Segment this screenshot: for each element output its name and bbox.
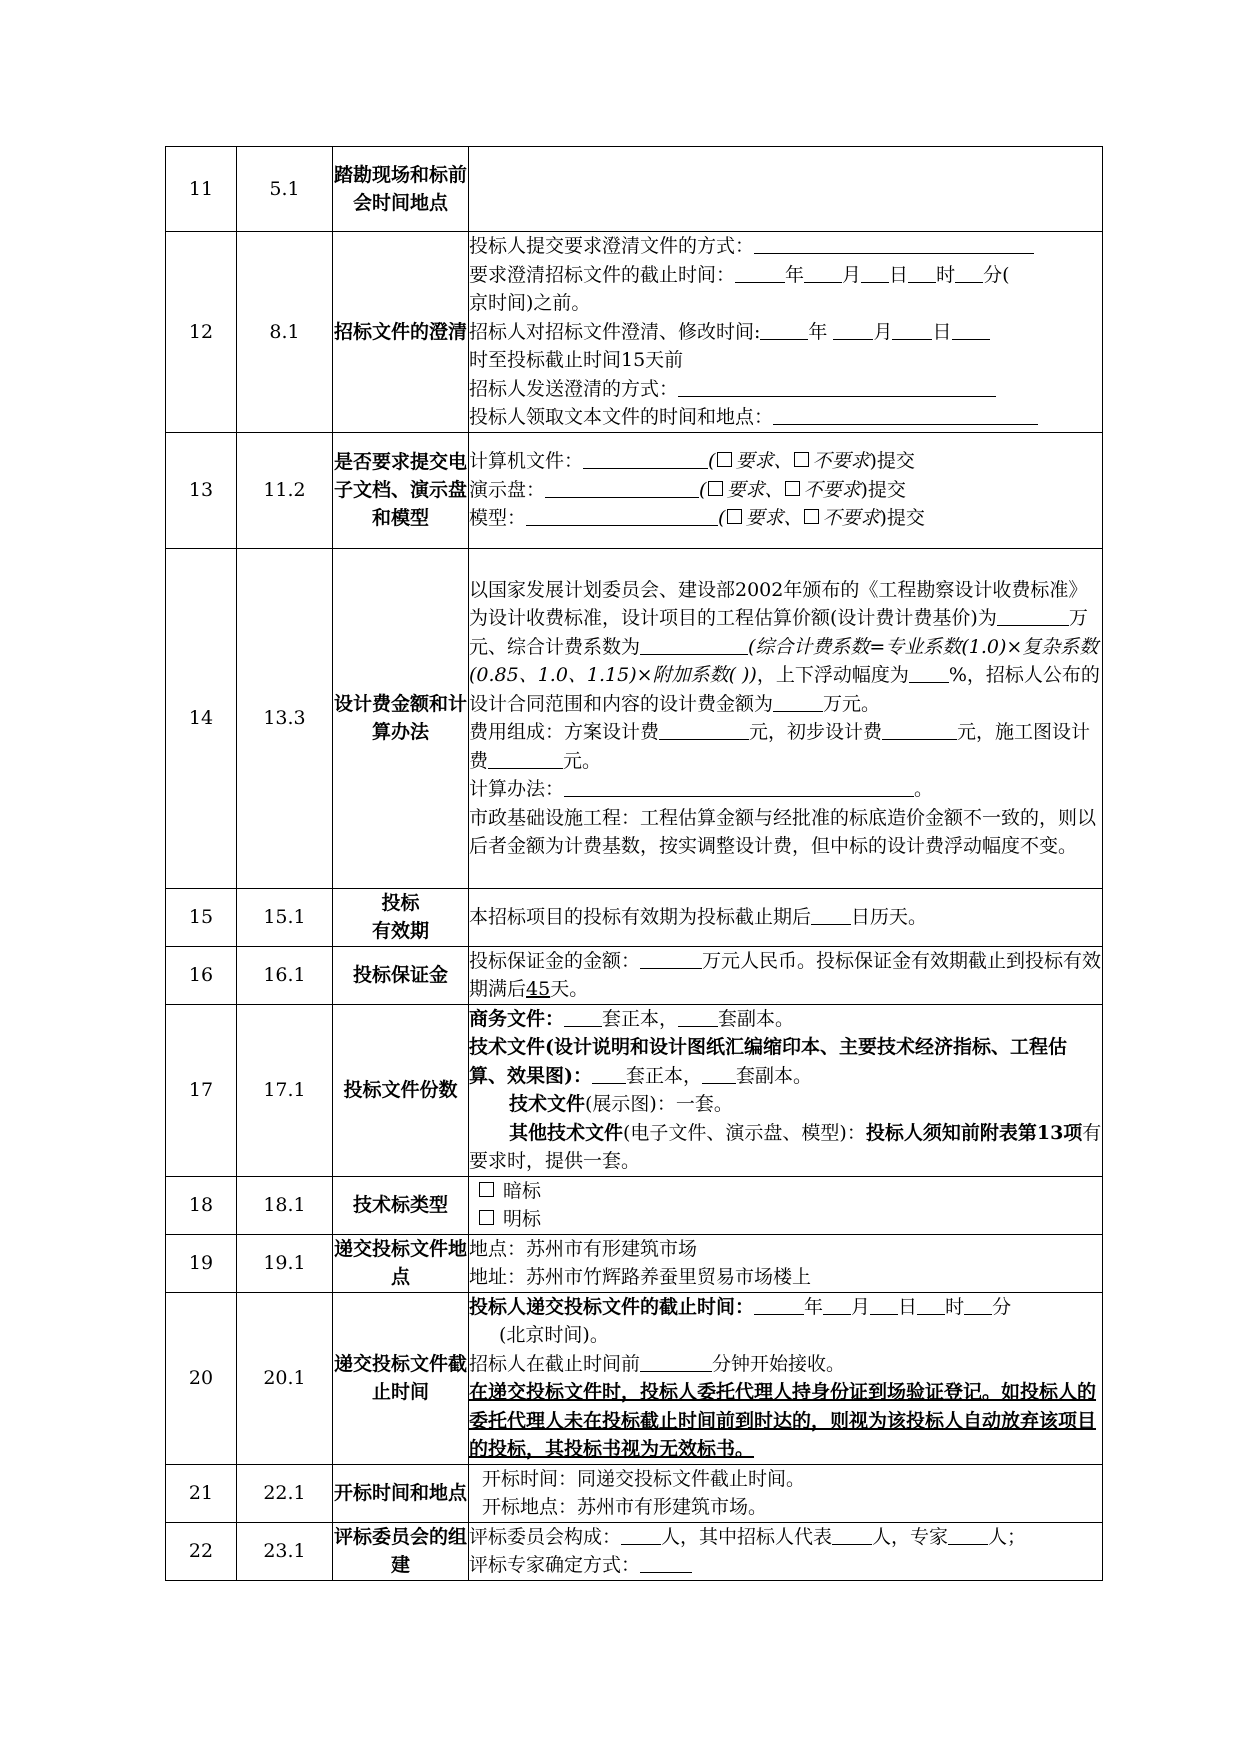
- text: 日: [898, 1295, 918, 1318]
- item-title: 递交投标文件截止时间: [333, 1292, 469, 1464]
- item-content: [469, 432, 1103, 548]
- text: (电子文件、演示盘、模型)：: [623, 1121, 866, 1144]
- text: 招标人对招标文件澄清、修改时间:: [469, 320, 761, 343]
- row-number: 19: [166, 1234, 237, 1292]
- row-number: 17: [166, 1004, 237, 1176]
- clause-number: 15.1: [237, 888, 333, 946]
- checkbox[interactable]: [727, 509, 742, 524]
- text: (: [718, 507, 726, 530]
- text: (设计说明和设计图纸汇编缩印本、主要技术经济指标、: [545, 1036, 1011, 1058]
- text: 开标地点：苏州市有形建筑市场。: [482, 1496, 768, 1518]
- clause-number: 8.1: [237, 232, 333, 433]
- text: 明标: [503, 1208, 542, 1230]
- checkbox-dark-bid[interactable]: [479, 1182, 494, 1197]
- text: )提交: [869, 450, 915, 473]
- clause-number: 19.1: [237, 1234, 333, 1292]
- clause-number: 18.1: [237, 1176, 333, 1234]
- text: 要求: [735, 450, 774, 473]
- text: 投标人提交要求澄清文件的方式：: [469, 235, 755, 257]
- text: 分(: [983, 263, 1010, 286]
- row-number: 16: [166, 946, 237, 1004]
- table-row: [166, 1176, 1103, 1234]
- text: 元，施工图设计费: [469, 721, 1091, 772]
- text: 月: [851, 1295, 871, 1318]
- text: 元。: [563, 749, 602, 772]
- item-content: [469, 888, 1103, 946]
- table-row: [166, 432, 1103, 548]
- text: 年: [785, 263, 805, 286]
- item-title: 开标时间和地点: [333, 1464, 469, 1522]
- checkbox[interactable]: [794, 452, 809, 467]
- item-content: [469, 1292, 1103, 1464]
- item-title: 递交投标文件地点: [333, 1234, 469, 1292]
- row-number: 12: [166, 232, 237, 433]
- text: 开标时间：同递交投标文件截止时间。: [482, 1467, 806, 1490]
- row-number: 15: [166, 888, 237, 946]
- text: 、: [783, 507, 803, 530]
- item-title: 招标文件的澄清: [333, 232, 469, 433]
- text: 投标保证金的金额：: [469, 949, 641, 972]
- text: 地点：苏州市有形建筑市场: [469, 1237, 698, 1260]
- text: 本招标项目的投标有效期为投标截止期后: [469, 905, 812, 928]
- text: 万元。: [823, 692, 881, 715]
- item-content: [469, 1522, 1103, 1580]
- row-number: 13: [166, 432, 237, 548]
- text: 套副本。: [736, 1064, 813, 1087]
- text: 、: [773, 450, 793, 473]
- text: 月: [873, 320, 893, 343]
- text: 要求: [745, 507, 784, 530]
- clause-number: 5.1: [237, 147, 333, 232]
- table-row: [166, 1234, 1103, 1292]
- text: 年: [808, 320, 828, 343]
- clause-number: 20.1: [237, 1292, 333, 1464]
- text: 京时间)之前。: [469, 292, 591, 314]
- text: 以国家发展计划委员会、建设部2002年颁布的《工程勘察设计收费标准》为设计收费标准，设计项目的工程估算价额(设计费计费基价)为: [469, 578, 1088, 629]
- text: 演示盘：: [469, 478, 546, 501]
- table-row: [166, 888, 1103, 946]
- text: 日历天。: [851, 905, 928, 928]
- text: 不要求: [822, 507, 880, 530]
- text: 技术文件: [509, 1093, 586, 1115]
- text: 其他技术文件: [509, 1121, 624, 1144]
- text: 费用组成：方案设计费: [469, 721, 660, 743]
- checkbox[interactable]: [708, 481, 723, 496]
- table-row: [166, 1292, 1103, 1464]
- text: 套正本，: [602, 1007, 679, 1030]
- text: (综合计费系数=专业系数(1.0)×复杂系数(0.85、1.0、1.15)×附加系数( )): [469, 635, 1099, 686]
- item-title: [333, 888, 469, 946]
- text: 时: [945, 1295, 965, 1318]
- text: 。: [914, 778, 934, 800]
- clause-number: 23.1: [237, 1522, 333, 1580]
- table-row: [166, 946, 1103, 1004]
- text: (: [699, 478, 707, 501]
- text: 计算机文件：: [469, 450, 584, 473]
- text: 投标人递交投标文件的截止时间：: [469, 1295, 755, 1318]
- checkbox[interactable]: [717, 452, 732, 467]
- text: 商务文件：: [469, 1007, 565, 1030]
- text: 套正本，: [626, 1064, 703, 1087]
- row-number: 18: [166, 1176, 237, 1234]
- text: 年: [804, 1295, 824, 1318]
- text: )提交: [860, 478, 906, 501]
- table-row: [166, 548, 1103, 888]
- table-row: [166, 232, 1103, 433]
- text: 投标人须知前附表第13项: [865, 1121, 1083, 1144]
- text: 45: [526, 978, 551, 1000]
- clause-number: 11.2: [237, 432, 333, 548]
- text: 时至投标截止时间15天前: [469, 349, 684, 371]
- text: (北京时间)。: [499, 1324, 609, 1346]
- text: 日: [932, 320, 952, 343]
- bid-data-table: [165, 146, 1103, 1581]
- text: 、: [764, 478, 784, 501]
- item-title: 评标委员会的组建: [333, 1522, 469, 1580]
- row-number: 21: [166, 1464, 237, 1522]
- item-content: [469, 1004, 1103, 1176]
- row-number: 14: [166, 548, 237, 888]
- text: 市政基础设施工程：工程估算金额与经批准的标底造价金额不一致的，则以后者金额为计费基数，按实调整设计费，但中标的设计费浮动幅度不变。: [469, 806, 1097, 857]
- text: 套副本。: [718, 1007, 795, 1030]
- text: 在递交投标文件时，投标人委托代理人持身份证到场验证登记。如投标人的委托代理人未在投标截止时间前到时达的，则视为该投标人自动放弃该项目的投标，其投标书视为无效标书。: [469, 1381, 1097, 1460]
- item-title: 投标保证金: [333, 946, 469, 1004]
- checkbox-open-bid[interactable]: [479, 1210, 494, 1225]
- item-content: [469, 147, 1103, 232]
- checkbox[interactable]: [804, 509, 819, 524]
- clause-number: 13.3: [237, 548, 333, 888]
- text: 要求: [726, 478, 765, 501]
- text: 万元、综合计费系数为: [469, 607, 1088, 658]
- table-row: [166, 1004, 1103, 1176]
- item-content: [469, 946, 1103, 1004]
- text: 评标委员会构成：: [469, 1525, 622, 1548]
- item-title: 技术标类型: [333, 1176, 469, 1234]
- text: 暗标: [503, 1179, 542, 1202]
- text: 投标: [381, 892, 420, 914]
- text: 地址：苏州市竹辉路养蚕里贸易市场楼上: [469, 1266, 812, 1288]
- table-row: [166, 147, 1103, 232]
- text: (: [708, 450, 716, 473]
- text: 月: [842, 263, 862, 286]
- text: 计算办法：: [469, 778, 565, 800]
- text: 日: [889, 263, 909, 286]
- text: 要求澄清招标文件的截止时间：: [469, 263, 736, 286]
- item-content: [469, 232, 1103, 433]
- item-title: 踏勘现场和标前会时间地点: [333, 147, 469, 232]
- text: 评标专家确定方式：: [469, 1554, 641, 1576]
- text: 分钟开始接收。: [712, 1352, 846, 1375]
- text: 分: [992, 1295, 1012, 1318]
- text: 人，其中招标人代表: [661, 1525, 833, 1548]
- text: )提交: [879, 507, 925, 530]
- table-row: [166, 1464, 1103, 1522]
- item-content: [469, 1176, 1103, 1234]
- text: 招标人发送澄清的方式：: [469, 377, 679, 400]
- text: (展示图)：一套。: [585, 1093, 733, 1115]
- text: 人，专家: [872, 1525, 949, 1548]
- text: 招标人在截止时间前: [469, 1352, 641, 1375]
- table-row: [166, 1522, 1103, 1580]
- item-content: [469, 1464, 1103, 1522]
- text: 有效期: [371, 920, 429, 942]
- text: 元，初步设计费: [749, 721, 883, 743]
- text: 模型：: [469, 507, 527, 530]
- text: 投标人领取文本文件的时间和地点：: [469, 406, 774, 428]
- item-title: 投标文件份数: [333, 1004, 469, 1176]
- text: 时: [936, 263, 956, 286]
- text: 工程估算、效果图)：: [469, 1036, 1068, 1087]
- clause-number: 16.1: [237, 946, 333, 1004]
- checkbox[interactable]: [785, 481, 800, 496]
- item-title: 是否要求提交电子文档、演示盘和模型: [333, 432, 469, 548]
- text: %，招标人公布的设计合同范围和内容的设计费金额为: [469, 664, 1100, 715]
- text: 万元人民币。投标保证金有效期截止到投标有效期满后: [469, 949, 1102, 1000]
- text: 不要求: [803, 478, 861, 501]
- item-content: [469, 548, 1103, 888]
- row-number: 11: [166, 147, 237, 232]
- text: 技术文件: [469, 1036, 546, 1058]
- text: 天。: [550, 978, 589, 1000]
- clause-number: 22.1: [237, 1464, 333, 1522]
- text: 有要求时，提供一套。: [469, 1121, 1102, 1172]
- row-number: 22: [166, 1522, 237, 1580]
- text: ，上下浮动幅度为: [756, 664, 909, 686]
- text: 人；: [988, 1525, 1027, 1548]
- row-number: 20: [166, 1292, 237, 1464]
- text: 不要求: [812, 450, 870, 473]
- item-content: [469, 1234, 1103, 1292]
- clause-number: 17.1: [237, 1004, 333, 1176]
- item-title: 设计费金额和计算办法: [333, 548, 469, 888]
